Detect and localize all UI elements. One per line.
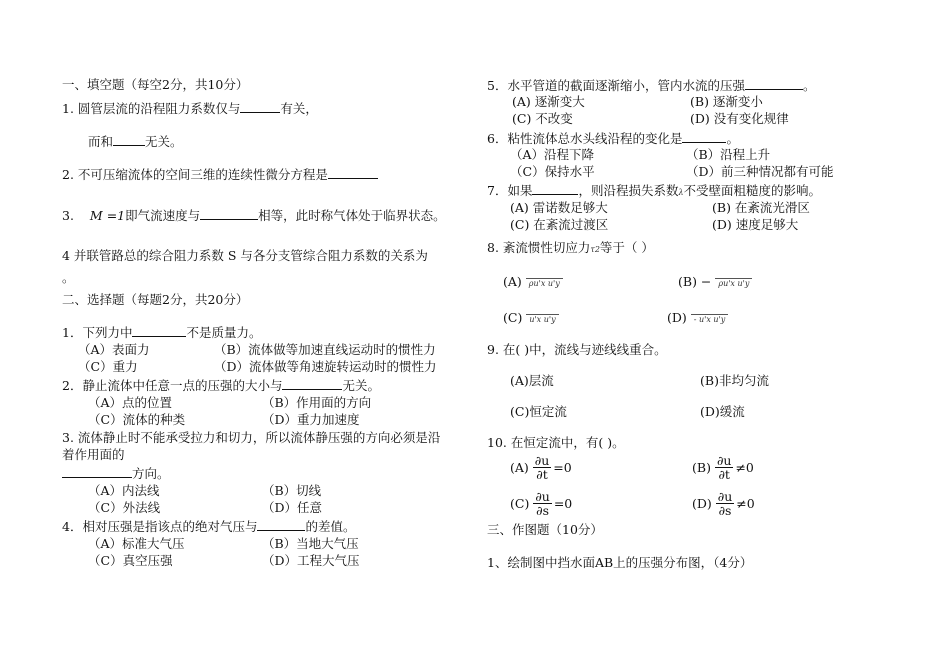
question-text: 2. 不可压缩流体的空间三维的连续性微分方程是: [62, 167, 328, 182]
answer-blank[interactable]: [257, 518, 305, 531]
option-d[interactable]: （D）工程大气压: [262, 553, 360, 568]
choice-6-stem: [487, 130, 739, 147]
question-text: 2．静止流体中任意一点的压强的大小与: [62, 378, 283, 393]
tau-symbol: τ2: [590, 245, 600, 254]
option-d[interactable]: （D）前三种情况都有可能: [686, 164, 834, 179]
question-text: 。: [802, 78, 816, 93]
relation: ≠0: [735, 460, 754, 475]
choice-2-stem: [62, 377, 380, 394]
answer-blank[interactable]: [132, 324, 186, 337]
formula: ρu'x u'y: [715, 278, 752, 288]
option-c[interactable]: （C）保持水平: [510, 164, 595, 179]
answer-blank[interactable]: [282, 377, 342, 390]
answer-blank[interactable]: [240, 100, 280, 113]
question-3: [62, 207, 446, 224]
option-c[interactable]: (C)恒定流: [510, 404, 567, 419]
question-text: 有关，: [280, 101, 318, 116]
choice-1-stem: [62, 324, 261, 341]
answer-blank[interactable]: [682, 130, 726, 143]
question-number: 3.: [62, 208, 74, 223]
option-label: (D): [667, 310, 687, 325]
question-text: 而和: [88, 134, 114, 149]
option-a[interactable]: [503, 274, 563, 292]
option-label: (A): [503, 274, 522, 289]
question-text: 4．相对压强是指该点的绝对气压与: [62, 519, 258, 534]
section-draw-title: 三、作图题（10分）: [487, 522, 603, 537]
option-b[interactable]: （B）作用面的方向: [262, 395, 372, 410]
question-text: 7．如果: [487, 183, 533, 198]
partial-derivative: $\frac{\partial u}{\partial s}$: [535, 489, 550, 518]
answer-blank[interactable]: [745, 77, 803, 90]
option-a[interactable]: （A）标准大气压: [88, 536, 185, 551]
option-d[interactable]: （D）重力加速度: [262, 412, 360, 427]
choice-5-stem: [487, 77, 815, 94]
choice-8-stem: [487, 240, 654, 258]
question-1-cont: [88, 133, 183, 150]
option-d[interactable]: (D) 没有变化规律: [690, 111, 789, 126]
option-a[interactable]: [510, 454, 572, 481]
choice-7-stem: [487, 182, 821, 201]
relation: =0: [553, 496, 573, 511]
option-label: (B): [692, 460, 711, 475]
option-d[interactable]: (D)缓流: [700, 404, 745, 419]
option-b[interactable]: [678, 274, 752, 292]
question-4: 4 并联管路总的综合阻力系数 S 与各分支管综合阻力系数的关系为: [62, 248, 428, 263]
option-a[interactable]: （A）点的位置: [88, 395, 173, 410]
option-b[interactable]: (B) 逐渐变小: [690, 94, 763, 109]
option-c[interactable]: [503, 310, 559, 328]
answer-blank[interactable]: [532, 182, 578, 195]
question-text: 1．下列力中: [62, 325, 133, 340]
question-1: [62, 100, 318, 117]
option-b[interactable]: （B）切线: [262, 483, 322, 498]
question-text: 5．水平管道的截面逐渐缩小，管内水流的压强: [487, 78, 745, 93]
option-c[interactable]: (C) 不改变: [512, 111, 573, 126]
option-label: (B) −: [678, 274, 712, 289]
option-c[interactable]: (C) 在紊流过渡区: [510, 217, 609, 232]
option-b[interactable]: （B）流体做等加速直线运动时的惯性力: [214, 342, 436, 357]
partial-derivative: $\frac{\partial u}{\partial t}$: [534, 453, 550, 482]
option-d[interactable]: （D）流体做等角速旋转运动时的惯性力: [214, 359, 437, 374]
formula: - u'x u'y: [691, 314, 729, 324]
option-b[interactable]: (B) 在紊流光滑区: [712, 200, 810, 215]
option-d[interactable]: [692, 490, 755, 517]
lambda-symbol: λ: [678, 188, 684, 197]
choice-3-stem: 3. 流体静止时不能承受拉力和切力，所以流体静压强的方向必须是沿: [62, 430, 441, 445]
choice-4-stem: [62, 518, 355, 535]
choice-9-stem: 9. 在( )中，流线与迹线线重合。: [487, 342, 667, 357]
option-a[interactable]: （A）表面力: [78, 342, 150, 357]
partial-derivative: $\frac{\partial u}{\partial s}$: [717, 489, 733, 518]
question-2: [62, 166, 378, 183]
question-text: 相等，此时称气体处于临界状态。: [258, 208, 446, 223]
question-text: 的差值。: [305, 519, 356, 534]
option-label: (C): [503, 310, 523, 325]
option-d[interactable]: [667, 310, 728, 328]
question-text: 。: [726, 131, 739, 146]
question-text: 不是质量力。: [186, 325, 262, 340]
option-a[interactable]: (A)层流: [510, 373, 554, 388]
answer-blank[interactable]: [200, 207, 258, 220]
section-fill-title: 一、填空题（每空2分，共10分）: [62, 77, 249, 92]
option-a[interactable]: (A) 逐渐变大: [512, 94, 585, 109]
option-a[interactable]: （A）内法线: [88, 483, 160, 498]
question-text: 1. 圆管层流的沿程阻力系数仅与: [62, 101, 241, 116]
question-text: 6．粘性流体总水头线沿程的变化是: [487, 131, 683, 146]
option-b[interactable]: (B)非均匀流: [700, 373, 769, 388]
option-d[interactable]: (D) 速度足够大: [712, 217, 799, 232]
question-text: 即气流速度与: [125, 208, 201, 223]
mach-formula: M =1: [89, 208, 126, 223]
question-text: 等于（ ）: [599, 240, 654, 255]
option-d[interactable]: （D）任意: [262, 500, 323, 515]
choice-3-stem-cont: 着作用面的: [62, 447, 125, 462]
choice-10-stem: 10. 在恒定流中，有( )。: [487, 435, 625, 450]
relation: =0: [553, 460, 572, 475]
question-text: 不受壁面粗糙度的影响。: [683, 183, 822, 198]
option-label: (D): [692, 496, 712, 511]
question-text: 无关。: [145, 134, 183, 149]
answer-blank[interactable]: [328, 166, 378, 179]
option-c[interactable]: （C）真空压强: [88, 553, 173, 568]
option-a[interactable]: （A）沿程下降: [510, 147, 595, 162]
section-choice-title: 二、选择题（每题2分，共20分）: [62, 292, 249, 307]
option-label: (C): [510, 496, 530, 511]
answer-blank[interactable]: [62, 465, 132, 478]
question-text: ，则沿程损失系数: [578, 183, 679, 198]
choice-3-stem-end: [62, 465, 170, 482]
question-text: 8. 紊流惯性切应力: [487, 240, 591, 255]
question-text: 无关。: [342, 378, 380, 393]
formula: u'x u'y: [526, 314, 558, 324]
option-b[interactable]: [692, 454, 754, 481]
option-b[interactable]: （B）当地大气压: [262, 536, 359, 551]
option-c[interactable]: [510, 490, 572, 517]
option-b[interactable]: （B）沿程上升: [686, 147, 771, 162]
question-4-end: 。: [62, 270, 75, 285]
answer-blank[interactable]: [113, 133, 145, 146]
option-a[interactable]: (A) 雷诺数足够大: [510, 200, 608, 215]
question-text: 方向。: [132, 466, 170, 481]
option-c[interactable]: （C）流体的种类: [88, 412, 186, 427]
partial-derivative: $\frac{\partial u}{\partial t}$: [716, 453, 732, 482]
drawing-question-1: 1、绘制图中挡水面AB上的压强分布图，（4分）: [487, 555, 753, 570]
option-label: (A): [510, 460, 529, 475]
formula: ρu'x u'y: [526, 278, 563, 288]
option-c[interactable]: （C）重力: [78, 359, 138, 374]
option-c[interactable]: （C）外法线: [88, 500, 161, 515]
relation: ≠0: [736, 496, 755, 511]
